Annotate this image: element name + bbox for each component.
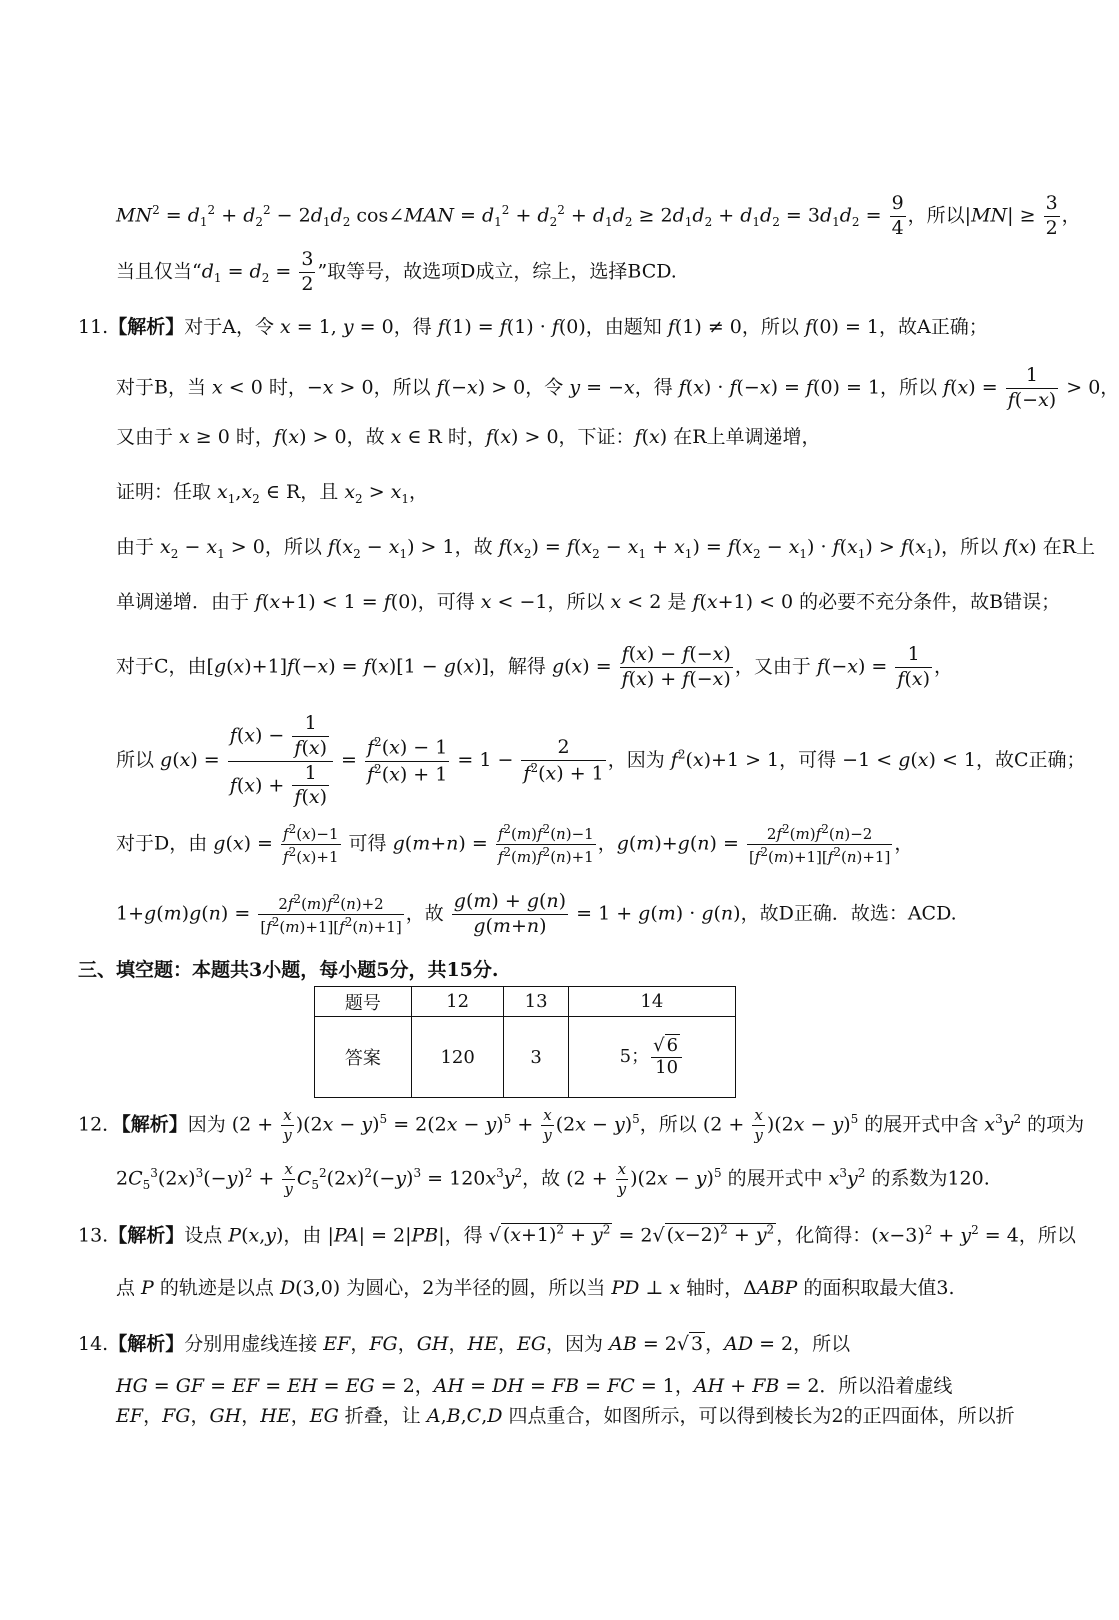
problem-13-line-2: 点 P 的轨迹是以点 D(3,0) 为圆心，2为半径的圆，所以当 PD ⊥ x 轴时，ΔABP 的面积取最大值3. [116,1277,955,1299]
text-line-mn-equation: $MN^2 = d_1^2 + d_2^2 - 2d_1d_2$ cos∠MAN = $d_1^2 + d_2^2 + d_1d_2 \ge 2d_1d_2 + d_1d_2 = 3d_1d_2$ = $\frac{9}{4}$ ，所以|MN| ≥ $\frac{3}{2}$ ， [116,192,1081,239]
problem-11-line-b4: 由于 $x_2 - x_1 > 0$，所以 $f(x_2 - x_1) > 1$，故 $f(x_2) = f(x_2 - x_1 + x_1) = f(x_2 - x_1) \cdot f(x_1) > f(x_1)$，所以 f(x) 在R上 [116,536,1096,561]
section-heading-fill-in: 三、填空题：本题共3小题，每小题5分，共15分. [78,959,499,981]
table-cell: 120 [411,1017,504,1098]
problem-11-line-d2: 1+g(m)g(n) = $\frac{2f^2(m)f^2(n)+2}{[f^2(m)+1][f^2(n)+1]}$ ，故 $\frac{g(m) + g(n)}{g(m+n)}$ = 1 + g(m) · g(n)，故D正确．故选：ACD. [116,890,957,937]
problem-12-line-2: $2C_5^3(2x)^3(-y)^2$ + $\frac{x}{y}$ $C_5^2(2x)^2(-y)^3 = 120x^3y^2$，故 (2 + $\frac{x}{y}$ )$(2x - y)^5$ 的展开式中 $x^3y^2$ 的系数为120. [116,1160,990,1198]
table-header-cell: 13 [504,987,568,1017]
table-header-cell: 题号 [315,987,412,1017]
problem-11-line-d1: 对于D，由 g(x) = $\frac{f^2(x)-1}{f^2(x)+1}$ 可得 g(m+n) = $\frac{f^2(m)f^2(n)-1}{f^2(m)f^2(n)+1}$ ，g(m)+g(n) = $\frac{2f^2(m)f^2(n)-2}{[f^2(m)+1][f^2(n)+1]}$ ， [116,822,914,866]
table-cell-answer-14: 5； $\frac{√ 6}{10}$ [568,1017,735,1098]
table-cell: 答案 [315,1017,412,1098]
problem-11-line-b3: 证明：任取 $x_1,x_2$ ∈ R，且 $x_2 > x_1$， [116,481,429,506]
problem-12-line-1: 12．【解析】因为 (2 + $\frac{x}{y}$ )$(2x - y)^5 = 2(2x - y)^5$ + $\frac{x}{y}$ $(2x - y)^5$，所以 (2 + $\frac{x}{y}$ )$(2x - y)^5$ 的展开式中含 $x^3y^2$ 的项为 [78,1106,1085,1144]
problem-14-line-2: HG = GF = EF = EH = EG = 2，AH = DH = FB = FC = 1，AH + FB = 2．所以沿着虚线 [116,1375,953,1397]
problem-11-line-b2: 又由于 x ≥ 0 时，f(x) > 0，故 x ∈ R 时，f(x) > 0，下证：f(x) 在R上单调递增， [116,426,821,448]
answer-table [314,986,736,1098]
table-row [315,1017,736,1098]
problem-14-line-3: EF，FG，GH，HE，EG 折叠，让 A,B,C,D 四点重合，如图所示，可以得到棱长为2的正四面体，所以折 [116,1405,1015,1427]
problem-13-line-1: 13.【解析】设点 P(x,y)，由 |PA| = 2|PB|，得 √ $(x+1)^2 + y^2 = 2√$ $(x-2)^2 + y^2$ ，化简得：$(x-3)^2 + y^2 = 4$，所以 [78,1223,1076,1247]
table-header-cell: 14 [568,987,735,1017]
table-header-cell: 12 [411,987,504,1017]
problem-11-line-c2: 所以 g(x) = f(x) − $\frac{1}{f(x)}$ f(x) + $\frac{1}{f(x)}$ = $\frac{f^2(x) - 1}{f^2(x) + 1}$ = 1 − $\frac{2}{f^2(x) + 1}$ ，因为 $f^2(x)+1 > 1$，可得 −1 < g(x) < 1，故C正确； [116,712,1086,809]
text-line-mn-tail: 当且仅当“$d_1 = d_2$ = $\frac{3}{2}$ ”取等号，故选项D成立，综上，选择BCD. [116,248,677,295]
problem-11-line-c1: 对于C，由[g(x)+1]f(−x) = f(x)[1 − g(x)]，解得 g(x) = $\frac{f(x) - f(-x)}{f(x) + f(-x)}$ ，又由于 f(−x) = $\frac{1}{f(x)}$ ， [116,643,954,690]
problem-14-line-1: 14.【解析】分别用虚线连接 EF，FG，GH，HE，EG，因为 AB = 2√ 3 ，AD = 2，所以 [78,1333,851,1355]
table-header-row [315,987,736,1017]
table-cell: 3 [504,1017,568,1098]
problem-11-line-b5: 单调递增．由于 f(x+1) < 1 = f(0)，可得 x < −1，所以 x < 2 是 f(x+1) < 0 的必要不充分条件，故B错误； [116,591,1061,613]
problem-11-line-b1: 对于B，当 x < 0 时，−x > 0，所以 f(−x) > 0，令 y = −x，得 f(x) · f(−x) = f(0) = 1，所以 f(x) = $\frac{1}{f(-x)}$ > 0， [116,364,1119,411]
problem-11-line-a: 11.【解析】对于A，令 x = 1, y = 0，得 f(1) = f(1) · f(0)，由题知 f(1) ≠ 0，所以 f(0) = 1，故A正确； [78,316,988,338]
